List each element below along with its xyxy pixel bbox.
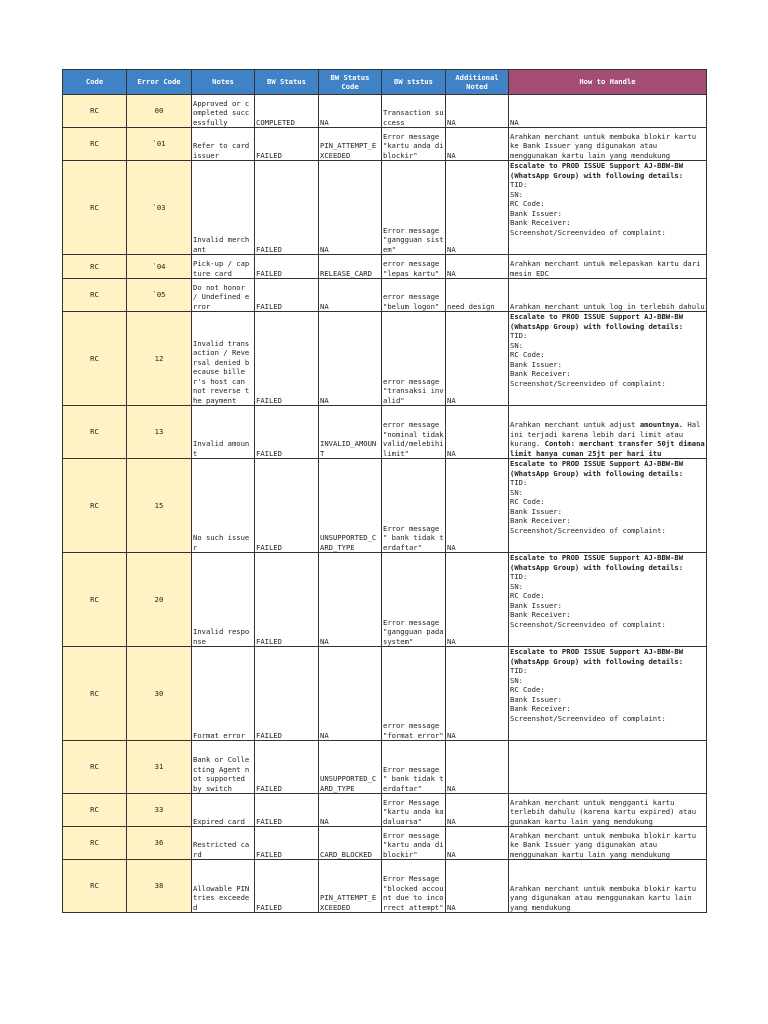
cell-notes: Invalid merchant xyxy=(192,161,255,255)
cell-bw-status-code: RELEASE_CARD xyxy=(319,255,382,279)
handle-text: Arahkan merchant untuk membuka blokir kartu ke Bank Issuer yang digunakan atau menggunakan kartu lain yang mendukung xyxy=(510,830,701,859)
cell-notes: Do not honor / Undefined error xyxy=(192,279,255,312)
cell-error-code: 30 xyxy=(127,647,192,741)
cell-error-code: 31 xyxy=(127,741,192,794)
handle-text: TID: SN: RC Code: Bank Issuer: Bank Receiver: Screenshot/Screenvideo of complaint: xyxy=(510,331,666,388)
cell-bw-status: FAILED xyxy=(255,406,319,459)
cell-bw-ststus: Error message "gangguan sistem" xyxy=(382,161,446,255)
handle-text: Arahkan merchant untuk adjust xyxy=(510,420,640,429)
handle-text: Arahkan merchant untuk membuka blokir kartu yang digunakan atau menggunakan kartu lain yang mendukung xyxy=(510,883,701,912)
table-row xyxy=(63,279,707,312)
cell-bw-status: FAILED xyxy=(255,312,319,406)
header-error-code: Error Code xyxy=(127,70,192,95)
cell-notes: Bank or Collecting Agent not supported by switch xyxy=(192,741,255,794)
table-row xyxy=(63,741,707,794)
cell-bw-ststus: error message "belum logon" xyxy=(382,279,446,312)
cell-bw-status: FAILED xyxy=(255,741,319,794)
cell-additional-noted: NA xyxy=(446,827,509,860)
cell-bw-status-code: NA xyxy=(319,647,382,741)
table-row xyxy=(63,312,707,406)
cell-bw-ststus: Error message " bank tidak terdaftar" xyxy=(382,459,446,553)
cell-additional-noted: NA xyxy=(446,860,509,913)
cell-how-to-handle xyxy=(509,128,707,161)
cell-notes: Pick-up / capture card xyxy=(192,255,255,279)
cell-error-code: `03 xyxy=(127,161,192,255)
cell-bw-status: FAILED xyxy=(255,647,319,741)
header-additional-noted: Additional Noted xyxy=(446,70,509,95)
cell-code: RC xyxy=(63,128,127,161)
cell-bw-status-code: NA xyxy=(319,553,382,647)
cell-bw-status: FAILED xyxy=(255,827,319,860)
handle-escalation-text: Escalate to PROD ISSUE Support AJ-BBW-BW (WhatsApp Group) with following details: xyxy=(510,647,688,666)
cell-code: RC xyxy=(63,95,127,128)
handle-escalation-text: Escalate to PROD ISSUE Support AJ-BBW-BW (WhatsApp Group) with following details: xyxy=(510,553,688,572)
cell-notes: Expired card xyxy=(192,794,255,827)
cell-code: RC xyxy=(63,553,127,647)
header-notes: Notes xyxy=(192,70,255,95)
cell-bw-status-code: CARD_BLOCKED xyxy=(319,827,382,860)
cell-notes: Restricted card xyxy=(192,827,255,860)
cell-code: RC xyxy=(63,827,127,860)
cell-error-code: 13 xyxy=(127,406,192,459)
cell-bw-status-code: NA xyxy=(319,312,382,406)
handle-text: TID: SN: RC Code: Bank Issuer: Bank Receiver: Screenshot/Screenvideo of complaint: xyxy=(510,478,666,535)
cell-additional-noted: NA xyxy=(446,459,509,553)
cell-error-code: `04 xyxy=(127,255,192,279)
cell-bw-status: FAILED xyxy=(255,459,319,553)
handle-text: Arahkan merchant untuk melepaskan kartu dari mesin EDC xyxy=(510,259,705,278)
table-row xyxy=(63,255,707,279)
cell-additional-noted: NA xyxy=(446,312,509,406)
cell-how-to-handle xyxy=(509,553,707,647)
handle-text: TID: SN: RC Code: Bank Issuer: Bank Receiver: Screenshot/Screenvideo of complaint: xyxy=(510,666,666,723)
cell-error-code: `01 xyxy=(127,128,192,161)
cell-error-code: 33 xyxy=(127,794,192,827)
cell-how-to-handle xyxy=(509,255,707,279)
cell-notes: Format error xyxy=(192,647,255,741)
cell-notes: No such issuer xyxy=(192,459,255,553)
handle-bold-text: Contoh: merchant transfer 50jt dimana limit hanya cuman 25jt per hari itu xyxy=(510,439,710,458)
table-row xyxy=(63,827,707,860)
handle-text: Arahkan merchant untuk mengganti kartu terlebih dahulu (karena kartu expired) atau gunakan kartu lain yang mendukung xyxy=(510,797,701,826)
cell-code: RC xyxy=(63,161,127,255)
table-row xyxy=(63,794,707,827)
cell-how-to-handle xyxy=(509,95,707,128)
cell-code: RC xyxy=(63,406,127,459)
cell-bw-status: COMPLETED xyxy=(255,95,319,128)
cell-how-to-handle xyxy=(509,459,707,553)
cell-bw-ststus: Error message "kartu anda diblockir" xyxy=(382,827,446,860)
table-row xyxy=(63,161,707,255)
handle-escalation-text: Escalate to PROD ISSUE Support AJ-BBW-BW (WhatsApp Group) with following details: xyxy=(510,161,688,180)
handle-text: NA xyxy=(510,117,519,127)
cell-additional-noted: NA xyxy=(446,128,509,161)
cell-additional-noted: NA xyxy=(446,553,509,647)
cell-bw-status-code: NA xyxy=(319,161,382,255)
cell-bw-status: FAILED xyxy=(255,255,319,279)
cell-how-to-handle xyxy=(509,161,707,255)
handle-text: TID: SN: RC Code: Bank Issuer: Bank Receiver: Screenshot/Screenvideo of complaint: xyxy=(510,180,666,237)
cell-error-code: 38 xyxy=(127,860,192,913)
cell-additional-noted: NA xyxy=(446,794,509,827)
header-bw-status-code: BW Status Code xyxy=(319,70,382,95)
header-bw-status: BW Status xyxy=(255,70,319,95)
table-row xyxy=(63,95,707,128)
table-row xyxy=(63,128,707,161)
cell-how-to-handle xyxy=(509,312,707,406)
cell-how-to-handle xyxy=(509,860,707,913)
cell-bw-status-code: PIN_ATTEMPT_EXCEEDED xyxy=(319,860,382,913)
cell-code: RC xyxy=(63,255,127,279)
cell-bw-status-code: UNSUPPORTED_CARD_TYPE xyxy=(319,741,382,794)
cell-how-to-handle xyxy=(509,741,707,794)
cell-error-code: 36 xyxy=(127,827,192,860)
cell-code: RC xyxy=(63,312,127,406)
header-row xyxy=(63,70,707,95)
cell-bw-ststus: Error Message "blocked account due to incorrect attempt" xyxy=(382,860,446,913)
cell-bw-ststus: Error Message "kartu anda kadaluarsa" xyxy=(382,794,446,827)
cell-code: RC xyxy=(63,860,127,913)
cell-how-to-handle xyxy=(509,279,707,312)
cell-notes: Invalid amount xyxy=(192,406,255,459)
cell-bw-ststus: error message "transaksi invalid" xyxy=(382,312,446,406)
handle-bold-text: amountnya. xyxy=(639,420,684,429)
cell-bw-status-code: NA xyxy=(319,279,382,312)
table-row xyxy=(63,647,707,741)
cell-bw-status: FAILED xyxy=(255,860,319,913)
cell-notes: Invalid response xyxy=(192,553,255,647)
cell-additional-noted: NA xyxy=(446,95,509,128)
cell-additional-noted: NA xyxy=(446,647,509,741)
cell-how-to-handle xyxy=(509,794,707,827)
header-code: Code xyxy=(63,70,127,95)
cell-bw-status: FAILED xyxy=(255,794,319,827)
cell-bw-status-code: INVALID_AMOUNT xyxy=(319,406,382,459)
handle-escalation-text: Escalate to PROD ISSUE Support AJ-BBW-BW (WhatsApp Group) with following details: xyxy=(510,459,688,478)
handle-text: Arahkan merchant untuk log in terlebih dahulu xyxy=(510,301,705,311)
handle-text: Hal ini terjadi karena lebih dari limit atau kurang. xyxy=(510,420,705,448)
cell-bw-status: FAILED xyxy=(255,279,319,312)
cell-bw-ststus: error message "format error" xyxy=(382,647,446,741)
table-row xyxy=(63,406,707,459)
cell-bw-status-code: UNSUPPORTED_CARD_TYPE xyxy=(319,459,382,553)
cell-notes: Allowable PIN tries exceeded xyxy=(192,860,255,913)
cell-code: RC xyxy=(63,794,127,827)
table-row xyxy=(63,553,707,647)
cell-code: RC xyxy=(63,741,127,794)
cell-notes: Refer to card issuer xyxy=(192,128,255,161)
cell-bw-status: FAILED xyxy=(255,128,319,161)
cell-notes: Approved or completed successfully xyxy=(192,95,255,128)
cell-bw-ststus: Transaction success xyxy=(382,95,446,128)
cell-bw-ststus: error message "lepas kartu" xyxy=(382,255,446,279)
cell-code: RC xyxy=(63,647,127,741)
cell-error-code: 20 xyxy=(127,553,192,647)
cell-additional-noted: NA xyxy=(446,406,509,459)
cell-additional-noted: NA xyxy=(446,741,509,794)
cell-error-code: `05 xyxy=(127,279,192,312)
handle-text: Arahkan merchant untuk membuka blokir kartu ke Bank Issuer yang digunakan atau menggunakan kartu lain yang mendukung xyxy=(510,131,701,160)
cell-bw-status-code: PIN_ATTEMPT_EXCEEDED xyxy=(319,128,382,161)
handle-escalation-text: Escalate to PROD ISSUE Support AJ-BBW-BW (WhatsApp Group) with following details: xyxy=(510,312,688,331)
cell-additional-noted: NA xyxy=(446,255,509,279)
cell-bw-status-code: NA xyxy=(319,95,382,128)
cell-bw-ststus: Error message "gangguan pada system" xyxy=(382,553,446,647)
cell-bw-status: FAILED xyxy=(255,553,319,647)
rc-code-table xyxy=(62,69,710,913)
cell-additional-noted: need design xyxy=(446,279,509,312)
cell-how-to-handle xyxy=(509,647,707,741)
cell-error-code: 00 xyxy=(127,95,192,128)
cell-how-to-handle xyxy=(509,827,707,860)
header-how-to-handle: How to Handle xyxy=(509,70,707,95)
cell-error-code: 15 xyxy=(127,459,192,553)
cell-how-to-handle xyxy=(509,406,710,459)
handle-text: TID: SN: RC Code: Bank Issuer: Bank Receiver: Screenshot/Screenvideo of complaint: xyxy=(510,572,666,629)
cell-bw-status: FAILED xyxy=(255,161,319,255)
cell-bw-status-code: NA xyxy=(319,794,382,827)
cell-bw-ststus: Error message "kartu anda diblockir" xyxy=(382,128,446,161)
cell-code: RC xyxy=(63,459,127,553)
table-row xyxy=(63,459,707,553)
cell-notes: Invalid transaction / Reversal denied because biller's host can not reverse the payment xyxy=(192,312,255,406)
table-row xyxy=(63,860,707,913)
cell-additional-noted: NA xyxy=(446,161,509,255)
cell-bw-ststus: Error message " bank tidak terdaftar" xyxy=(382,741,446,794)
cell-code: RC xyxy=(63,279,127,312)
header-bw-ststus: BW ststus xyxy=(382,70,446,95)
cell-error-code: 12 xyxy=(127,312,192,406)
cell-bw-ststus: error message "nominal tidak valid/melebihi limit" xyxy=(382,406,446,459)
